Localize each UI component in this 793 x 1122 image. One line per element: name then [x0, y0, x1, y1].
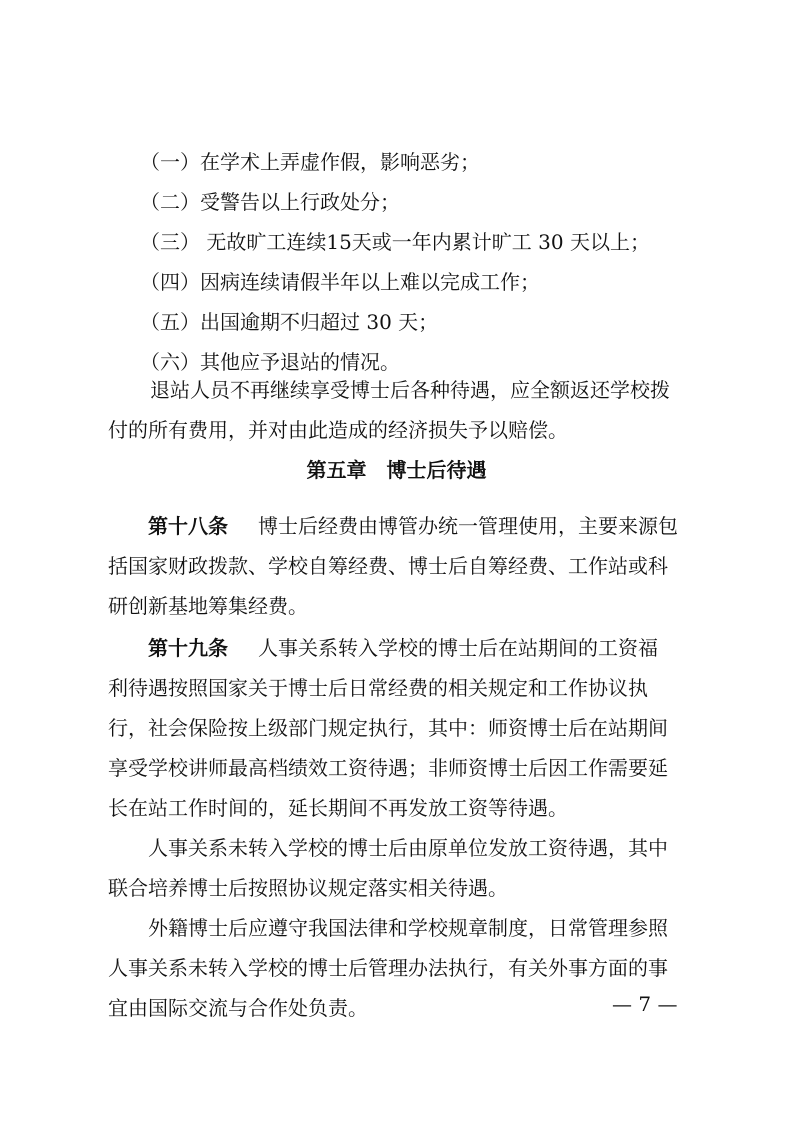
chapter-title: 第五章 博士后待遇: [306, 458, 487, 482]
foreign-line-2: 人事关系未转入学校的博士后管理办法执行，有关外事方面的事: [108, 956, 668, 980]
article19-line-3: 行，社会保险按上级部门规定执行，其中：师资博士后在站期间: [108, 716, 668, 740]
article18-label: 第十八条: [148, 514, 228, 538]
article19-line-4: 享受学校讲师最高档绩效工资待遇；非师资博士后因工作需要延: [108, 756, 668, 780]
transfer-line-2: 联合培养博士后按照协议规定落实相关待遇。: [108, 876, 508, 900]
article19-line-5: 长在站工作时间的，延长期间不再发放工资等待遇。: [108, 796, 568, 820]
list-item-2: （二）受警告以上行政处分；: [140, 190, 400, 214]
list-item-6: （六）其他应予退站的情况。: [140, 350, 400, 374]
list-item-4: （四）因病连续请假半年以上难以完成工作；: [140, 270, 540, 294]
article18-line-3: 研创新基地筹集经费。: [108, 594, 308, 618]
withdrawal-line-1: 退站人员不再继续享受博士后各种待遇，应全额返还学校拨: [150, 378, 670, 402]
page-number: — 7 —: [612, 992, 678, 1016]
article18-line-2: 括国家财政拨款、学校自筹经费、博士后自筹经费、工作站或科: [108, 554, 668, 578]
foreign-line-3: 宜由国际交流与合作处负责。: [108, 996, 368, 1020]
list-item-1: （一）在学术上弄虚作假，影响恶劣；: [140, 150, 480, 174]
transfer-line-1: 人事关系未转入学校的博士后由原单位发放工资待遇，其中: [148, 836, 668, 860]
article19-label: 第十九条: [148, 636, 228, 660]
foreign-line-1: 外籍博士后应遵守我国法律和学校规章制度，日常管理参照: [148, 916, 668, 940]
article18-line-1: 博士后经费由博管办统一管理使用，主要来源包: [258, 514, 678, 538]
article19-line-2: 利待遇按照国家关于博士后日常经费的相关规定和工作协议执: [108, 676, 648, 700]
article19-line-1: 人事关系转入学校的博士后在站期间的工资福: [258, 636, 658, 660]
withdrawal-line-2: 付的所有费用，并对由此造成的经济损失予以赔偿。: [108, 418, 568, 442]
list-item-3: （三） 无故旷工连续15天或一年内累计旷工 30 天以上；: [140, 230, 650, 254]
list-item-5: （五）出国逾期不归超过 30 天；: [140, 310, 439, 334]
